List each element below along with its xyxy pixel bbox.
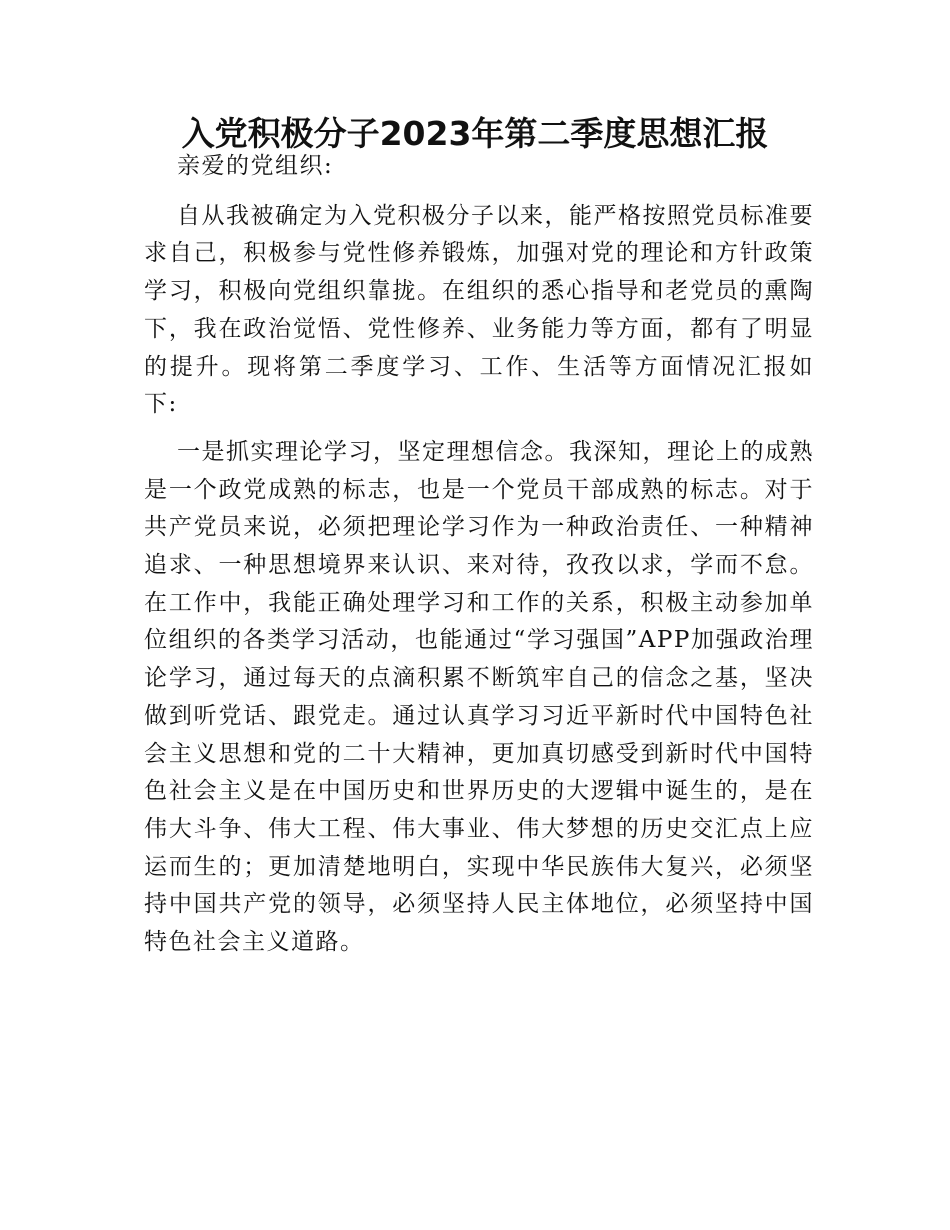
document-body [144,148,814,972]
paragraph-theory-study: 一是抓实理论学习，坚定理想信念。我深知，理论上的成熟是一个政党成熟的标志，也是一个党员干部成熟的标志。对于共产党员来说，必须把理论学习作为一种政治责任、一种精神追求、一种思想境界来认识、来对待，孜孜以求，学而不怠。在工作中，我能正确处理学习和工作的关系，积极主动参加单位组织的各类学习活动，也能通过“学习强国”APP加强政治理论学习，通过每天的点滴积累不断筑牢自己的信念之基，坚决做到听党话、跟党走。通过认真学习习近平新时代中国特色社会主义思想和党的二十大精神，更加真切感受到新时代中国特色社会主义是在中国历史和世界历史的大逻辑中诞生的，是在伟大斗争、伟大工程、伟大事业、伟大梦想的历史交汇点上应运而生的；更加清楚地明白，实现中华民族伟大复兴，必须坚持中国共产党的领导，必须坚持人民主体地位，必须坚持中国特色社会主义道路。 [144,438,814,956]
document-title: 入党积极分子2023年第二季度思想汇报 [181,114,769,153]
greeting: 亲爱的党组织: [177,153,334,179]
paragraph-intro: 自从我被确定为入党积极分子以来，能严格按照党员标准要求自己，积极参与党性修养锻炼，加强对党的理论和方针政策学习，积极向党组织靠拢。在组织的悉心指导和老党员的熏陶下，我在政治觉悟、党性修养、业务能力等方面，都有了明显的提升。现将第二季度学习、工作、生活等方面情况汇报如下: [144,202,814,418]
